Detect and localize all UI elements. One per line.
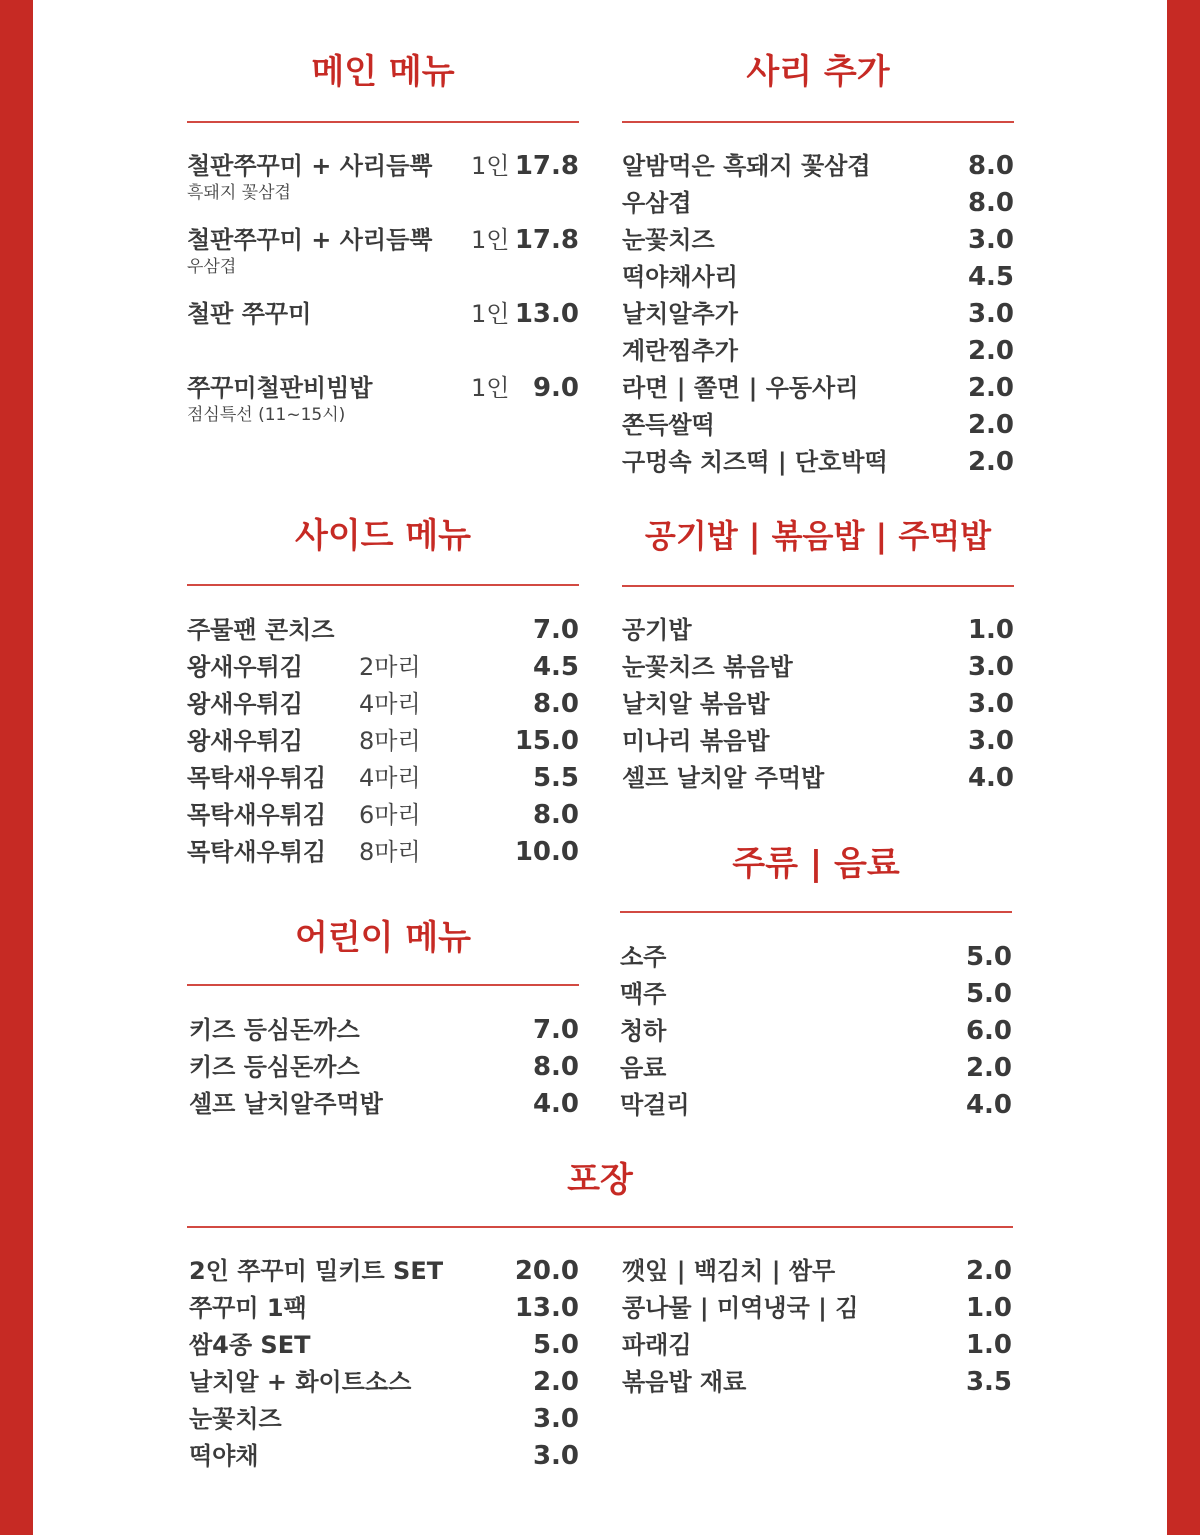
item-price: 3.0 (967, 225, 1014, 255)
item-name: 쭈꾸미 1팩 (189, 1294, 307, 1322)
drinks-item[interactable] (620, 1089, 1012, 1126)
item-price: 8.0 (532, 800, 579, 830)
sari-title: 사리 추가 (746, 52, 890, 92)
takeout-item[interactable] (189, 1403, 579, 1440)
item-qty: 2마리 (359, 653, 421, 681)
item-price: 4.0 (965, 1090, 1012, 1120)
item-name: 볶음밥 재료 (622, 1368, 747, 1396)
side-menu-rule (187, 584, 579, 586)
side-menu-item[interactable] (187, 762, 579, 799)
item-note: 점심특선 (11~15시) (187, 405, 346, 425)
rice-item[interactable] (622, 651, 1014, 688)
side-menu-item[interactable] (187, 836, 579, 873)
item-name: 쫀득쌀떡 (622, 411, 715, 439)
rice-title: 공기밥 | 볶음밥 | 주먹밥 (644, 517, 992, 555)
item-qty: 4마리 (359, 764, 421, 792)
item-name: 날치알추가 (622, 300, 738, 328)
item-name: 떡야채 (189, 1442, 259, 1470)
right-border-bar (1167, 0, 1200, 1535)
item-price: 1.0 (967, 615, 1014, 645)
takeout-item[interactable] (622, 1329, 1012, 1366)
item-price: 3.0 (967, 726, 1014, 756)
side-menu-item[interactable] (187, 651, 579, 688)
item-price: 2.0 (967, 410, 1014, 440)
main-menu-item[interactable] (187, 372, 579, 425)
sari-item[interactable] (622, 298, 1014, 335)
item-price: 2.0 (965, 1256, 1012, 1286)
drinks-list (620, 941, 1012, 1126)
item-price: 5.0 (965, 942, 1012, 972)
side-menu-title: 사이드 메뉴 (294, 516, 472, 556)
item-name: 왕새우튀김 (187, 653, 303, 681)
rice-item[interactable] (622, 762, 1014, 799)
drinks-title: 주류 | 음료 (732, 844, 900, 884)
left-border-bar (0, 0, 33, 1535)
item-name: 키즈 등심돈까스 (189, 1053, 360, 1081)
side-menu-item[interactable] (187, 614, 579, 651)
main-menu-item[interactable] (187, 298, 579, 335)
item-name: 목탁새우튀김 (187, 764, 327, 792)
item-name: 미나리 볶음밥 (622, 727, 770, 755)
item-name: 왕새우튀김 (187, 690, 303, 718)
drinks-item[interactable] (620, 941, 1012, 978)
item-price: 13.0 (514, 1293, 579, 1323)
item-note: 우삼겹 (187, 257, 237, 277)
main-menu-item[interactable] (187, 224, 579, 277)
item-name: 깻잎 | 백김치 | 쌈무 (622, 1257, 836, 1285)
takeout-item[interactable] (189, 1366, 579, 1403)
kids-item[interactable] (189, 1088, 579, 1125)
sari-item[interactable] (622, 409, 1014, 446)
sari-item[interactable] (622, 446, 1014, 483)
item-price: 2.0 (967, 373, 1014, 403)
item-price: 7.0 (532, 615, 579, 645)
item-qty: 1인 (471, 374, 510, 402)
item-price: 20.0 (514, 1256, 579, 1286)
item-price: 9.0 (532, 373, 579, 403)
takeout-item[interactable] (189, 1440, 579, 1477)
item-name: 막걸리 (620, 1091, 690, 1119)
takeout-list-left (189, 1255, 579, 1477)
item-name: 철판 쭈꾸미 (187, 300, 312, 328)
item-name: 목탁새우튀김 (187, 838, 327, 866)
sari-list (622, 150, 1014, 483)
item-name: 떡야채사리 (622, 263, 738, 291)
item-price: 4.5 (532, 652, 579, 682)
item-price: 6.0 (965, 1016, 1012, 1046)
main-menu-item[interactable] (187, 150, 579, 203)
item-name: 알밤먹은 흑돼지 꽃삼겹 (622, 152, 871, 180)
item-price: 5.0 (965, 979, 1012, 1009)
item-qty: 8마리 (359, 727, 421, 755)
item-name: 2인 쭈꾸미 밀키트 SET (189, 1257, 444, 1285)
kids-list (189, 1014, 579, 1125)
rice-item[interactable] (622, 614, 1014, 651)
takeout-item[interactable] (189, 1255, 579, 1292)
item-price: 17.8 (514, 225, 579, 255)
item-price: 13.0 (514, 299, 579, 329)
main-menu-rule (187, 121, 579, 123)
item-qty: 1인 (471, 152, 510, 180)
sari-item[interactable] (622, 372, 1014, 409)
item-name: 키즈 등심돈까스 (189, 1016, 360, 1044)
item-name: 날치알 볶음밥 (622, 690, 770, 718)
sari-item[interactable] (622, 150, 1014, 187)
item-price: 3.5 (965, 1367, 1012, 1397)
item-price: 15.0 (514, 726, 579, 756)
item-name: 쌈4종 SET (189, 1331, 311, 1359)
item-price: 5.0 (532, 1330, 579, 1360)
item-price: 8.0 (967, 151, 1014, 181)
item-qty: 1인 (471, 226, 510, 254)
item-name: 철판쭈꾸미 + 사리듬뿍 (187, 226, 433, 254)
takeout-item[interactable] (622, 1255, 1012, 1292)
item-name: 셀프 날치알주먹밥 (189, 1090, 383, 1118)
item-name: 공기밥 (622, 616, 692, 644)
item-price: 17.8 (514, 151, 579, 181)
item-price: 8.0 (532, 689, 579, 719)
item-name: 주물팬 콘치즈 (187, 616, 335, 644)
item-name: 철판쭈꾸미 + 사리듬뿍 (187, 152, 433, 180)
item-name: 왕새우튀김 (187, 727, 303, 755)
rice-rule (622, 585, 1014, 587)
kids-rule (187, 984, 579, 986)
item-name: 쭈꾸미철판비빔밥 (187, 374, 373, 402)
item-name: 눈꽃치즈 볶음밥 (622, 653, 793, 681)
item-price: 3.0 (967, 689, 1014, 719)
takeout-list-right (622, 1255, 1012, 1403)
item-price: 4.0 (532, 1089, 579, 1119)
item-price: 3.0 (532, 1441, 579, 1471)
sari-item[interactable] (622, 187, 1014, 224)
item-name: 눈꽃치즈 (189, 1405, 282, 1433)
item-price: 3.0 (967, 299, 1014, 329)
item-name: 계란찜추가 (622, 337, 738, 365)
takeout-item[interactable] (189, 1329, 579, 1366)
rice-item[interactable] (622, 688, 1014, 725)
item-qty: 8마리 (359, 838, 421, 866)
item-price: 2.0 (967, 336, 1014, 366)
item-price: 1.0 (965, 1330, 1012, 1360)
item-price: 10.0 (514, 837, 579, 867)
sari-item[interactable] (622, 224, 1014, 261)
side-menu-item[interactable] (187, 725, 579, 762)
takeout-item[interactable] (622, 1292, 1012, 1329)
item-name: 파래김 (622, 1331, 692, 1359)
item-name: 목탁새우튀김 (187, 801, 327, 829)
item-price: 3.0 (967, 652, 1014, 682)
item-name: 맥주 (620, 980, 667, 1008)
takeout-item[interactable] (189, 1292, 579, 1329)
sari-rule (622, 121, 1014, 123)
item-qty: 1인 (471, 300, 510, 328)
item-price: 1.0 (965, 1293, 1012, 1323)
drinks-item[interactable] (620, 978, 1012, 1015)
item-price: 3.0 (532, 1404, 579, 1434)
item-price: 8.0 (967, 188, 1014, 218)
item-price: 2.0 (967, 447, 1014, 477)
rice-item[interactable] (622, 725, 1014, 762)
drinks-item[interactable] (620, 1052, 1012, 1089)
item-price: 2.0 (965, 1053, 1012, 1083)
item-name: 소주 (620, 943, 667, 971)
item-name: 셀프 날치알 주먹밥 (622, 764, 825, 792)
item-price: 2.0 (532, 1367, 579, 1397)
item-name: 우삼겹 (622, 189, 692, 217)
item-price: 5.5 (532, 763, 579, 793)
main-menu-title: 메인 메뉴 (311, 52, 455, 92)
takeout-rule (187, 1226, 1013, 1228)
side-menu-item[interactable] (187, 799, 579, 836)
kids-title: 어린이 메뉴 (294, 918, 472, 958)
sari-item[interactable] (622, 335, 1014, 372)
item-name: 눈꽃치즈 (622, 226, 715, 254)
item-price: 8.0 (532, 1052, 579, 1082)
rice-list (622, 614, 1014, 799)
item-price: 4.0 (967, 763, 1014, 793)
item-price: 4.5 (967, 262, 1014, 292)
item-name: 구멍속 치즈떡 | 단호박떡 (622, 448, 888, 476)
item-name: 콩나물 | 미역냉국 | 김 (622, 1294, 859, 1322)
item-qty: 4마리 (359, 690, 421, 718)
item-price: 7.0 (532, 1015, 579, 1045)
item-note: 흑돼지 꽃삼겹 (187, 183, 291, 203)
kids-item[interactable] (189, 1014, 579, 1051)
kids-item[interactable] (189, 1051, 579, 1088)
item-name: 청하 (620, 1017, 667, 1045)
item-name: 음료 (620, 1054, 667, 1082)
side-menu-list (187, 614, 579, 873)
takeout-title: 포장 (567, 1160, 633, 1200)
sari-item[interactable] (622, 261, 1014, 298)
side-menu-item[interactable] (187, 688, 579, 725)
takeout-item[interactable] (622, 1366, 1012, 1403)
drinks-item[interactable] (620, 1015, 1012, 1052)
item-name: 라면 | 쫄면 | 우동사리 (622, 374, 859, 402)
drinks-rule (620, 911, 1012, 913)
item-name: 날치알 + 화이트소스 (189, 1368, 412, 1396)
item-qty: 6마리 (359, 801, 421, 829)
